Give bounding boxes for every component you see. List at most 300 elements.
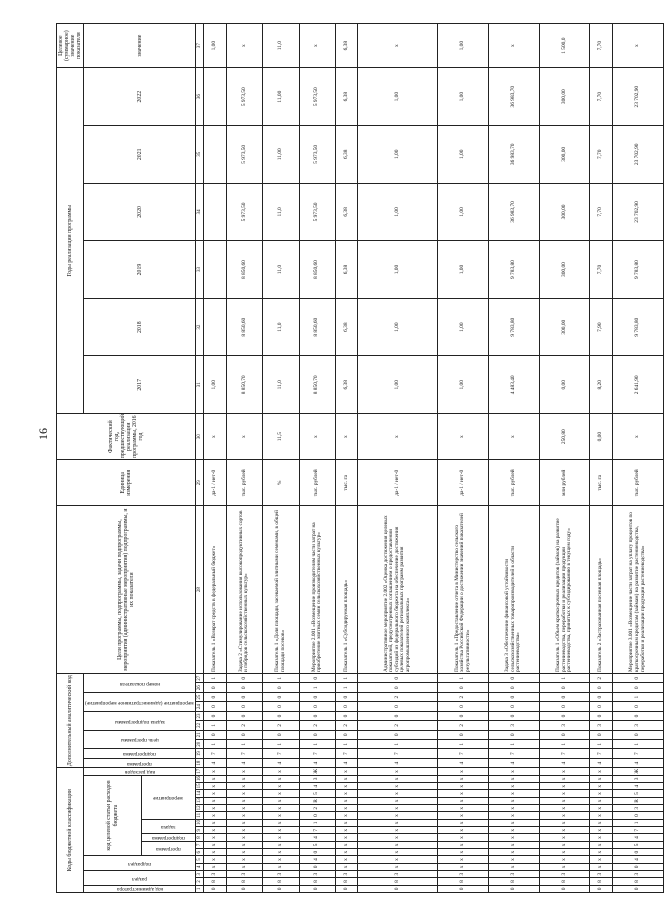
code-cell: x <box>358 797 438 804</box>
header-add-event <box>84 692 196 711</box>
code-cell: x <box>335 812 357 819</box>
column-number: 32 <box>195 298 203 356</box>
code-cell: 0 <box>488 730 539 739</box>
code-cell: Ж <box>299 768 335 775</box>
column-number: 29 <box>195 460 203 506</box>
code-cell: 4 <box>299 783 335 790</box>
code-cell: 0 <box>612 849 663 856</box>
year-value-cell: 8 850,60 <box>299 298 335 356</box>
code-cell: 7 <box>612 749 663 758</box>
target-value-cell: 1,00 <box>437 24 488 68</box>
code-cell: x <box>226 827 262 834</box>
code-cell: x <box>488 819 539 826</box>
code-cell: x <box>263 805 299 812</box>
header-kcsr-event <box>141 775 195 819</box>
base-year-value-cell: 0,00 <box>590 414 612 460</box>
code-cell: 3 <box>590 871 612 878</box>
header-add-task <box>84 711 196 730</box>
code-cell: x <box>437 768 488 775</box>
unit-cell: млн рублей <box>539 460 590 506</box>
code-cell: 0 <box>358 673 438 683</box>
code-cell: 1 <box>299 740 335 749</box>
year-value-cell: 1,00 <box>437 183 488 241</box>
code-cell: x <box>539 827 590 834</box>
year-value-cell <box>204 298 226 356</box>
unit-cell: да-1 / нет-0 <box>437 460 488 506</box>
base-year-value-cell: x <box>299 414 335 460</box>
code-cell: 5 <box>612 790 663 797</box>
code-cell: x <box>204 827 226 834</box>
code-cell: 0 <box>358 730 438 739</box>
code-cell: x <box>437 812 488 819</box>
code-cell: x <box>539 819 590 826</box>
year-value-cell: 6,38 <box>335 298 357 356</box>
target-value-cell: x <box>226 24 262 68</box>
year-value-cell: 5 973,50 <box>299 68 335 126</box>
code-cell: 0 <box>539 885 590 892</box>
column-number: 33 <box>195 241 203 299</box>
code-cell: 2 <box>437 692 488 701</box>
column-number: 7 <box>195 841 203 848</box>
code-cell: 1 <box>263 673 299 683</box>
code-cell: 0 <box>612 711 663 720</box>
code-cell: x <box>204 834 226 841</box>
code-cell: x <box>335 775 357 782</box>
code-cell: 5 <box>299 790 335 797</box>
year-value-cell: 300,00 <box>539 183 590 241</box>
code-cell: 0 <box>612 863 663 870</box>
year-value-cell: 1,00 <box>204 356 226 414</box>
base-year-value-cell: x <box>488 414 539 460</box>
target-value-cell: 1 500,0 <box>539 24 590 68</box>
code-cell: x <box>488 834 539 841</box>
code-cell: x <box>590 783 612 790</box>
year-value-cell: 8 850,60 <box>299 241 335 299</box>
year-value-cell: 300,00 <box>539 68 590 126</box>
year-value-cell: 6,38 <box>335 356 357 414</box>
code-cell: x <box>437 797 488 804</box>
header-kcsr-event-text: мероприятие <box>153 795 184 802</box>
target-value-cell: 1,00 <box>204 24 226 68</box>
code-cell: x <box>590 863 612 870</box>
code-cell: 1 <box>204 721 226 730</box>
code-cell: 7 <box>335 749 357 758</box>
code-cell: 0 <box>488 683 539 692</box>
indicator-name-cell: Показатель 1 «Объем краткосрочных кредитов (займов) на развитие растениеводства, переработки и реализации продукции растениеводства, принятых к субсидированию в текущем году» <box>539 506 590 674</box>
base-year-value-cell: x <box>226 414 262 460</box>
header-add-subprogram-text: подпрограмма <box>123 751 157 758</box>
code-cell: 0 <box>612 812 663 819</box>
code-cell: 1 <box>488 740 539 749</box>
code-cell: x <box>488 849 539 856</box>
base-year-value-cell: x <box>437 414 488 460</box>
column-number: 35 <box>195 125 203 183</box>
year-value-cell: 4 483,40 <box>488 356 539 414</box>
code-cell: 1 <box>204 673 226 683</box>
code-cell: 3 <box>358 871 438 878</box>
column-number: 15 <box>196 783 202 789</box>
year-value-cell: 1,00 <box>358 241 438 299</box>
target-value-cell: 6,38 <box>335 24 357 68</box>
code-cell: x <box>226 790 262 797</box>
code-cell: 0 <box>204 702 226 711</box>
base-year-value-cell: x <box>204 414 226 460</box>
year-value-cell: 7,70 <box>590 241 612 299</box>
code-cell: x <box>488 775 539 782</box>
code-cell: x <box>437 849 488 856</box>
code-cell: 0 <box>437 702 488 711</box>
header-year-2019: 2019 <box>84 241 196 299</box>
code-cell: 0 <box>539 692 590 701</box>
code-cell: 7 <box>263 749 299 758</box>
code-cell: x <box>590 834 612 841</box>
year-value-cell: 8,20 <box>590 356 612 414</box>
code-cell: x <box>204 768 226 775</box>
header-kcsr-program-text: программа <box>155 846 181 853</box>
code-cell: x <box>488 863 539 870</box>
header-grbs-text: код администратора <box>116 886 163 892</box>
code-cell: x <box>488 812 539 819</box>
year-value-cell: 1,00 <box>437 68 488 126</box>
year-value-cell: 300,00 <box>539 241 590 299</box>
code-cell: x <box>539 849 590 856</box>
column-number: 20 <box>195 740 203 749</box>
code-cell: x <box>488 783 539 790</box>
code-cell: 0 <box>437 711 488 720</box>
code-cell: 3 <box>539 871 590 878</box>
code-cell: x <box>590 849 612 856</box>
code-cell: R <box>299 797 335 804</box>
code-cell: 0 <box>299 885 335 892</box>
code-cell: x <box>263 775 299 782</box>
year-value-cell: 7,70 <box>590 183 612 241</box>
code-cell: x <box>437 805 488 812</box>
code-cell: x <box>263 768 299 775</box>
code-cell: x <box>358 783 438 790</box>
column-number: 11 <box>196 812 202 818</box>
code-cell: 1 <box>358 740 438 749</box>
code-cell: 5 <box>299 841 335 848</box>
code-cell: 4 <box>612 856 663 863</box>
code-cell: 0 <box>358 683 438 692</box>
indicator-name-cell: Показатель 2 «Застрахованная посевная площадь» <box>590 506 612 674</box>
year-value-cell: 1,00 <box>358 183 438 241</box>
year-value-cell: 23 702,90 <box>612 68 663 126</box>
code-cell: 1 <box>299 683 335 692</box>
code-cell: x <box>539 768 590 775</box>
year-value-cell: 1,00 <box>437 125 488 183</box>
code-cell: 0 <box>335 702 357 711</box>
code-cell: x <box>263 812 299 819</box>
code-cell: x <box>263 827 299 834</box>
base-year-value-cell: x <box>335 414 357 460</box>
header-add-program <box>84 758 196 767</box>
code-cell: 3 <box>539 721 590 730</box>
code-cell: x <box>335 790 357 797</box>
year-value-cell: 8 850,70 <box>226 356 262 414</box>
code-cell: x <box>335 805 357 812</box>
code-cell: 0 <box>590 683 612 692</box>
code-cell: 4 <box>590 758 612 767</box>
code-cell: 3 <box>488 721 539 730</box>
code-cell: x <box>335 849 357 856</box>
target-value-cell: 7,70 <box>590 24 612 68</box>
table-row <box>204 24 226 893</box>
code-cell: 4 <box>299 856 335 863</box>
code-cell: 1 <box>590 740 612 749</box>
code-cell: x <box>263 863 299 870</box>
code-cell: 0 <box>612 673 663 683</box>
code-cell: 0 <box>226 702 262 711</box>
code-cell: x <box>358 775 438 782</box>
code-cell: 7 <box>612 827 663 834</box>
indicator-name-cell: Задача 3 «Обеспечение финансовой устойчивости сельскохозяйственных товаропроизводителей в области растениеводства» <box>488 506 539 674</box>
indicator-name-cell: Мероприятие 3.001 «Возмещение части затрат на уплату процентов по краткосрочным кредитам (займам) на развитие растениеводства, переработки и реализации продукции растениеводства» <box>612 506 663 674</box>
code-cell: 0 <box>204 692 226 701</box>
unit-cell: да-1 / нет-0 <box>358 460 438 506</box>
code-cell: x <box>488 805 539 812</box>
code-cell: x <box>263 819 299 826</box>
year-value-cell: 300,00 <box>539 125 590 183</box>
year-value-cell: 36 983,70 <box>488 68 539 126</box>
table-row <box>358 24 438 893</box>
code-cell: 8 <box>358 878 438 885</box>
code-cell: 0 <box>358 711 438 720</box>
header-kcsr-subprogram <box>141 834 195 841</box>
code-cell: 0 <box>263 711 299 720</box>
header-podrazdel-text: подраздел <box>128 861 152 868</box>
code-cell: x <box>226 849 262 856</box>
table-row <box>226 24 262 893</box>
code-cell: x <box>437 827 488 834</box>
code-cell: x <box>204 841 226 848</box>
code-cell: x <box>204 849 226 856</box>
code-cell: 0 <box>539 711 590 720</box>
code-cell: 0 <box>488 711 539 720</box>
header-podrazdel <box>84 856 196 871</box>
code-cell: 4 <box>263 758 299 767</box>
code-cell: Ж <box>612 768 663 775</box>
column-number: 23 <box>195 711 203 720</box>
code-cell: 0 <box>358 885 438 892</box>
code-cell: 2 <box>358 692 438 701</box>
code-cell: 7 <box>299 827 335 834</box>
code-cell: R <box>612 797 663 804</box>
indicator-name-cell: Показатель 1 «Предоставление отчета в Министерство сельского хозяйства Российской Федерации о достижении значений показателей результативности» <box>437 506 488 674</box>
code-cell: x <box>335 783 357 790</box>
code-cell: 0 <box>488 885 539 892</box>
unit-cell: тыс. рублей <box>299 460 335 506</box>
code-cell: 8 <box>263 878 299 885</box>
code-cell: x <box>358 805 438 812</box>
code-cell: 3 <box>299 871 335 878</box>
column-number: 36 <box>195 68 203 126</box>
code-cell: 5 <box>612 841 663 848</box>
year-value-cell: 1,00 <box>358 298 438 356</box>
code-cell: 0 <box>299 673 335 683</box>
target-value-cell: x <box>488 24 539 68</box>
code-cell: 4 <box>226 758 262 767</box>
unit-cell: да-1 / нет-0 <box>204 460 226 506</box>
code-cell: 7 <box>437 749 488 758</box>
code-cell: 1 <box>335 683 357 692</box>
indicator-name-cell: Задача 2 «Стимулирование использования высокопродуктивных сортов и гибридов сельскохозяйственных культур» <box>226 506 262 674</box>
header-target-group: Целевое (суммарное) значение показателя <box>57 24 84 68</box>
code-cell: 2 <box>590 673 612 683</box>
code-cell: x <box>437 856 488 863</box>
code-cell: x <box>226 841 262 848</box>
header-add-program-text: программа <box>127 760 152 767</box>
code-cell: 8 <box>335 878 357 885</box>
code-cell: 1 <box>437 673 488 683</box>
program-indicators-table <box>56 23 664 893</box>
code-cell: x <box>263 797 299 804</box>
year-value-cell: 5 973,50 <box>299 125 335 183</box>
code-cell: 1 <box>612 740 663 749</box>
code-cell: x <box>437 834 488 841</box>
year-value-cell: 36 983,70 <box>488 125 539 183</box>
code-cell: 2 <box>437 721 488 730</box>
column-number: 18 <box>195 758 203 767</box>
year-value-cell: 9 783,80 <box>488 298 539 356</box>
code-cell: x <box>539 856 590 863</box>
code-cell: 0 <box>437 885 488 892</box>
header-add-goal <box>84 730 196 749</box>
header-year-2022: 2022 <box>84 68 196 126</box>
code-cell: x <box>488 790 539 797</box>
code-cell: 4 <box>612 834 663 841</box>
code-cell: 0 <box>358 702 438 711</box>
year-value-cell <box>204 241 226 299</box>
code-cell: 0 <box>335 711 357 720</box>
header-add-task-text: задача подпрограммы <box>114 718 165 725</box>
table-body <box>204 24 664 893</box>
target-value-cell: x <box>612 24 663 68</box>
code-cell: 0 <box>204 730 226 739</box>
code-cell: 8 <box>488 878 539 885</box>
column-number: 1 <box>195 885 203 892</box>
year-value-cell: 1,00 <box>358 356 438 414</box>
code-cell: x <box>335 834 357 841</box>
code-cell: 4 <box>612 758 663 767</box>
code-cell: 0 <box>263 730 299 739</box>
code-cell: 2 <box>299 805 335 812</box>
code-cell: 0 <box>204 885 226 892</box>
code-cell: 4 <box>612 783 663 790</box>
header-add-indicator-text: номер показателя <box>119 680 160 687</box>
code-cell: 3 <box>612 721 663 730</box>
header-name: Цели программы, подпрограммы, задачи подпрограммы, мероприятия (административные мероприятия) подпрограммы, и их показатели <box>57 506 196 674</box>
code-cell: x <box>437 775 488 782</box>
table-row <box>437 24 488 893</box>
code-cell: x <box>358 768 438 775</box>
code-cell: 0 <box>299 863 335 870</box>
code-cell: x <box>226 819 262 826</box>
code-cell: 1 <box>539 673 590 683</box>
column-number: 14 <box>196 790 202 796</box>
column-number: 6 <box>195 849 203 856</box>
page-number: 16 <box>36 428 50 440</box>
code-cell: 0 <box>299 702 335 711</box>
code-cell: x <box>590 775 612 782</box>
code-cell: 0 <box>590 730 612 739</box>
code-cell: x <box>335 827 357 834</box>
column-number: 27 <box>195 673 203 683</box>
code-cell: 3 <box>612 871 663 878</box>
column-number: 16 <box>196 776 202 782</box>
column-number: 3 <box>195 871 203 878</box>
code-cell: x <box>335 856 357 863</box>
header-years-group: Годы реализации программы <box>57 68 84 414</box>
code-cell: 4 <box>335 758 357 767</box>
header-razdel <box>84 871 196 886</box>
code-cell: x <box>488 856 539 863</box>
code-cell: x <box>437 819 488 826</box>
code-cell: 0 <box>590 692 612 701</box>
code-cell: x <box>488 827 539 834</box>
code-cell: 0 <box>299 812 335 819</box>
year-value-cell: 11,0 <box>263 183 299 241</box>
code-cell: x <box>358 834 438 841</box>
column-number: 10 <box>196 820 202 826</box>
header-additional-code: Дополнительный аналитический код <box>57 673 84 767</box>
code-cell: x <box>539 775 590 782</box>
code-cell: 2 <box>299 721 335 730</box>
code-cell: x <box>539 812 590 819</box>
header-razdel-text: раздел <box>132 875 148 882</box>
code-cell: 7 <box>358 749 438 758</box>
year-value-cell: 11,0 <box>263 356 299 414</box>
indicator-name-cell: Показатель 1 «Возврат средств в федеральный бюджет» <box>204 506 226 674</box>
column-number: 21 <box>195 730 203 739</box>
code-cell: x <box>204 775 226 782</box>
column-number: 22 <box>195 721 203 730</box>
indicator-name-cell: Административное мероприятие 2.002 «Оценка достижения целевых показателей, предусмотренных соглашением о предоставлении субсидий из федерального бюджета на обеспечение достижения целевых показателей региональных программ развития агропромышленного комплекса» <box>358 506 438 674</box>
base-year-value-cell: 250,80 <box>539 414 590 460</box>
code-cell: 8 <box>612 878 663 885</box>
code-cell: 4 <box>437 758 488 767</box>
code-cell: x <box>590 856 612 863</box>
code-cell: 0 <box>590 702 612 711</box>
unit-cell: тыс. рублей <box>226 460 262 506</box>
header-unit: Единица измерения <box>57 460 196 506</box>
code-cell: x <box>204 812 226 819</box>
header-year-2020: 2020 <box>84 183 196 241</box>
year-value-cell: 5 973,50 <box>299 183 335 241</box>
code-cell: x <box>263 849 299 856</box>
code-cell: 4 <box>358 758 438 767</box>
code-cell: x <box>335 841 357 848</box>
year-value-cell: 36 983,70 <box>488 183 539 241</box>
code-cell: x <box>358 812 438 819</box>
code-cell: x <box>263 856 299 863</box>
code-cell: x <box>539 790 590 797</box>
code-cell: x <box>590 812 612 819</box>
code-cell: 1 <box>437 740 488 749</box>
code-cell: 8 <box>204 878 226 885</box>
year-value-cell: 1,00 <box>358 68 438 126</box>
unit-cell: % <box>263 460 299 506</box>
code-cell: x <box>590 797 612 804</box>
year-value-cell: 1,00 <box>358 125 438 183</box>
column-number: 8 <box>195 834 203 841</box>
code-cell: x <box>204 863 226 870</box>
column-number: 17 <box>196 768 202 774</box>
year-value-cell: 11,0 <box>263 298 299 356</box>
code-cell: x <box>358 790 438 797</box>
code-cell: 3 <box>612 775 663 782</box>
code-cell: x <box>226 834 262 841</box>
